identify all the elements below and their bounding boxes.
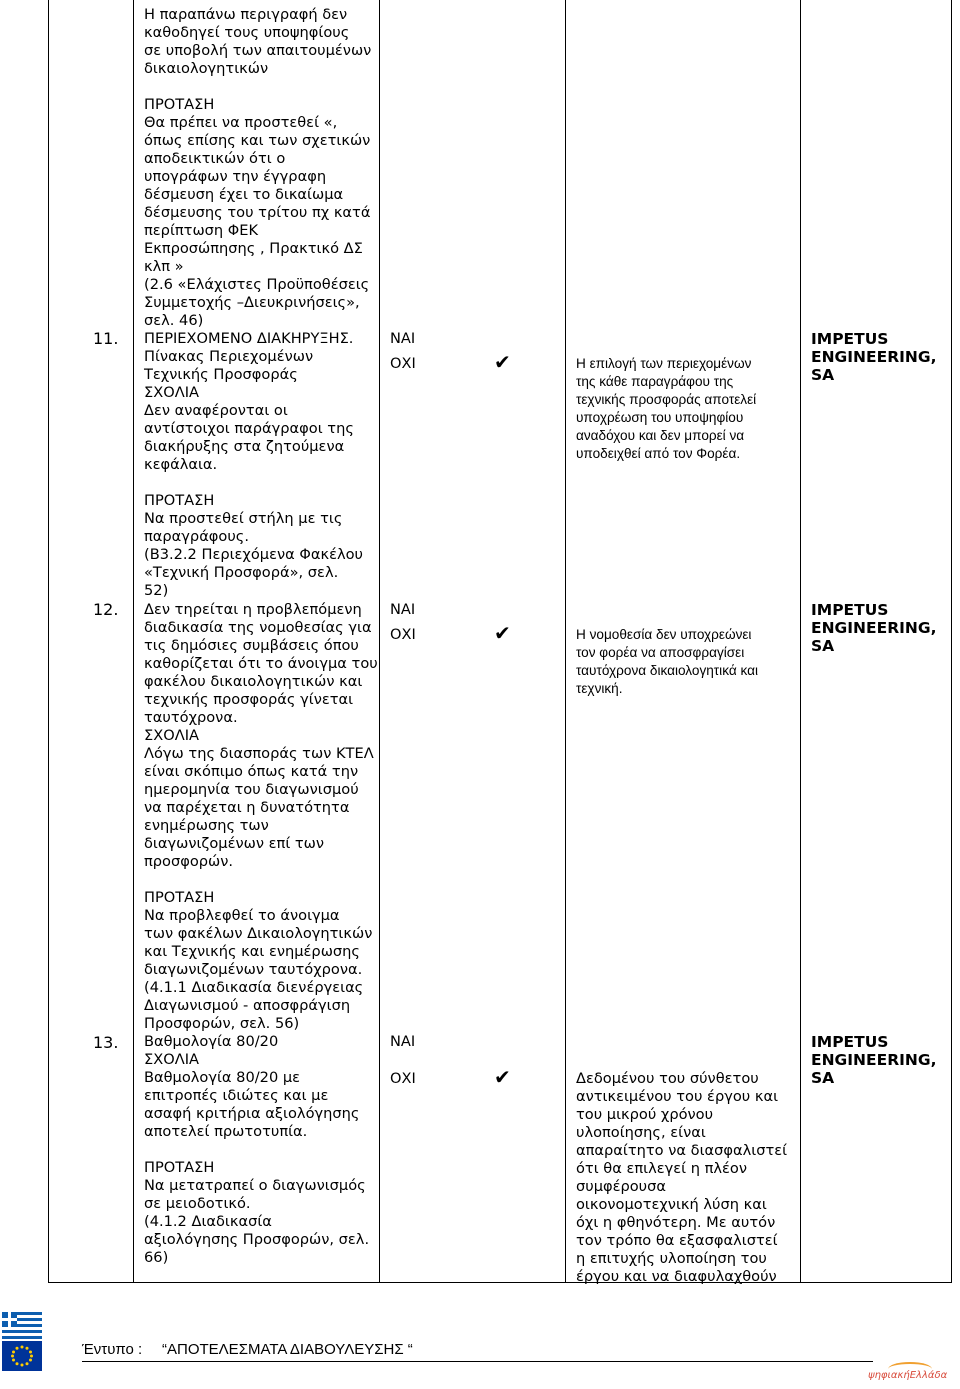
text-line: σε μειοδοτικό. bbox=[144, 1195, 251, 1212]
text-line: ΠΡΟΤΑΣΗ bbox=[144, 889, 215, 906]
text-line: περίπτωση ΦΕΚ bbox=[144, 222, 259, 239]
text-line: Βαθμολογία 80/20 με bbox=[144, 1069, 301, 1086]
text-line bbox=[144, 1141, 369, 1159]
text-line: της κάθε παραγράφου της bbox=[576, 374, 734, 389]
checkmark-icon: ✔ bbox=[494, 621, 511, 645]
column-divider-1 bbox=[133, 0, 134, 1283]
text-line: όχι η φθηνότερη. Με αυτόν bbox=[576, 1214, 776, 1231]
text-line: Η νομοθεσία δεν υποχρεώνει bbox=[576, 627, 752, 642]
text-line: παραγράφους. bbox=[144, 528, 250, 545]
text-line: Λόγω της διασποράς των ΚΤΕΛ bbox=[144, 745, 374, 762]
text-line: έργου και να διαφυλαχθούν bbox=[576, 1268, 777, 1285]
yes-option: ΝΑΙ bbox=[390, 330, 416, 347]
text-line: ENGINEERING, bbox=[811, 348, 937, 366]
text-line: δέσμευσης του τρίτου πχ κατά bbox=[144, 204, 371, 221]
text-line: υποδειχθεί από τον Φορέα. bbox=[576, 446, 741, 461]
text-line: ΠΡΟΤΑΣΗ bbox=[144, 492, 215, 509]
text-line: καθοδηγεί τους υποψηφίους bbox=[144, 24, 350, 41]
text-line: αποδεικτικών ότι ο bbox=[144, 150, 286, 167]
text-line: ΠΕΡΙΕΧΟΜΕΝΟ ΔΙΑΚΗΡΥΞΗΣ. bbox=[144, 330, 354, 347]
text-line: τον φορέα να αποσφραγίσει bbox=[576, 645, 745, 660]
text-line: Βαθμολογία 80/20 bbox=[144, 1033, 279, 1050]
text-line: SA bbox=[811, 637, 835, 655]
text-line: ENGINEERING, bbox=[811, 1051, 937, 1069]
row-11-response bbox=[576, 355, 756, 463]
text-line: ότι θα επιλεγεί η πλέον bbox=[576, 1160, 747, 1177]
row-13-response bbox=[576, 1070, 787, 1286]
text-line: IMPETUS bbox=[811, 601, 889, 619]
text-line: δικαιολογητικών bbox=[144, 60, 269, 77]
text-line: δέσμευση έχει το δικαίωμα bbox=[144, 186, 344, 203]
text-line: διαγωνιζομένων ταυτόχρονα. bbox=[144, 961, 363, 978]
text-line: κλπ » bbox=[144, 258, 184, 275]
text-line: Δεν αναφέρονται οι bbox=[144, 402, 288, 419]
table-border-bottom bbox=[48, 1282, 952, 1283]
text-line: αναδόχου και δεν μπορεί να bbox=[576, 428, 745, 443]
company-name bbox=[811, 330, 936, 384]
text-line bbox=[144, 871, 378, 889]
text-line: υπογράφων την έγγραφη bbox=[144, 168, 327, 185]
no-option: ΟΧΙ bbox=[390, 355, 416, 372]
text-line: Να προβλεφθεί το άνοιγμα bbox=[144, 907, 340, 924]
text-line: τον τρόπο θα εξασφαλιστεί bbox=[576, 1232, 778, 1249]
text-line: Η παραπάνω περιγραφή δεν bbox=[144, 6, 348, 23]
column-divider-4 bbox=[800, 0, 801, 1283]
text-line: «Τεχνική Προσφορά», σελ. bbox=[144, 564, 339, 581]
column-divider-2 bbox=[379, 0, 380, 1283]
text-line: (4.1.1 Διαδικασία διενέργειας bbox=[144, 979, 364, 996]
row-10-description bbox=[144, 6, 371, 330]
text-line: Πίνακας Περιεχομένων bbox=[144, 348, 314, 365]
table-border-left bbox=[48, 0, 49, 1283]
greek-flag-icon bbox=[2, 1312, 42, 1339]
text-line: Προσφορών, σελ. 56) bbox=[144, 1015, 300, 1032]
text-line: SA bbox=[811, 1069, 835, 1087]
text-line: Διαγωνισμού - αποσφράγιση bbox=[144, 997, 351, 1014]
row-number: 11. bbox=[93, 329, 119, 348]
text-line: των φακέλων Δικαιολογητικών bbox=[144, 925, 373, 942]
no-option: ΟΧΙ bbox=[390, 1070, 416, 1087]
company-name bbox=[811, 1033, 936, 1087]
text-line: όπως επίσης και των σχετικών bbox=[144, 132, 371, 149]
text-line: Να προστεθεί στήλη με τις bbox=[144, 510, 343, 527]
text-line: 52) bbox=[144, 582, 169, 599]
eu-flag-icon bbox=[2, 1341, 42, 1371]
footer-divider bbox=[82, 1361, 873, 1362]
checkmark-icon: ✔ bbox=[494, 1065, 511, 1089]
text-line: Τεχνικής Προσφοράς bbox=[144, 366, 298, 383]
text-line: ΠΡΟΤΑΣΗ bbox=[144, 96, 215, 113]
row-12-description bbox=[144, 601, 378, 1033]
text-line: Εκπροσώπησης , Πρακτικό ΔΣ bbox=[144, 240, 363, 257]
text-line: συμφέρουσα bbox=[576, 1178, 666, 1195]
text-line: τις δημόσιες συμβάσεις όπου bbox=[144, 637, 359, 654]
text-line: (Β3.2.2 Περιεχόμενα Φακέλου bbox=[144, 546, 363, 563]
text-line: φακέλου δικαιολογητικών και bbox=[144, 673, 363, 690]
text-line: Θα πρέπει να προστεθεί «, bbox=[144, 114, 338, 131]
text-line: Συμμετοχής –Διευκρινήσεις», bbox=[144, 294, 360, 311]
text-line: ημερομηνία του διαγωνισμού bbox=[144, 781, 359, 798]
text-line: αντίστοιχοι παράγραφοι της bbox=[144, 420, 354, 437]
text-line: καθορίζεται ότι το άνοιγμα του bbox=[144, 655, 378, 672]
row-12-response bbox=[576, 626, 758, 698]
row-number: 13. bbox=[93, 1033, 119, 1052]
column-divider-3 bbox=[565, 0, 566, 1283]
text-line: ΠΡΟΤΑΣΗ bbox=[144, 1159, 215, 1176]
text-line: απαραίτητο να διασφαλιστεί bbox=[576, 1142, 788, 1159]
text-line: αξιολόγησης Προσφορών, σελ. bbox=[144, 1231, 370, 1248]
text-line: προσφορών. bbox=[144, 853, 234, 870]
company-name bbox=[811, 601, 936, 655]
text-line: αποτελεί πρωτοτυπία. bbox=[144, 1123, 308, 1140]
text-line: ENGINEERING, bbox=[811, 619, 937, 637]
no-option: ΟΧΙ bbox=[390, 626, 416, 643]
text-line: επιτροπές ιδιώτες και με bbox=[144, 1087, 329, 1104]
text-line: ενημέρωσης των bbox=[144, 817, 269, 834]
text-line: τεχνικής προσφοράς αποτελεί bbox=[576, 392, 757, 407]
text-line: σε υποβολή των απαιτουμένων bbox=[144, 42, 372, 59]
text-line: υλοποίησης, είναι bbox=[576, 1124, 706, 1141]
form-title: “ΑΠΟΤΕΛΕΣΜΑΤΑ ΔΙΑΒΟΥΛΕΥΣΗΣ “ bbox=[162, 1341, 413, 1358]
text-line: διαγωνιζομένων επί των bbox=[144, 835, 325, 852]
text-line: κεφάλαια. bbox=[144, 456, 218, 473]
text-line: τεχνική. bbox=[576, 681, 623, 696]
text-line: ΣΧΟΛΙΑ bbox=[144, 727, 199, 744]
text-line: Δεδομένου του σύνθετου bbox=[576, 1070, 759, 1087]
text-line: διακήρυξης στα ζητούμενα bbox=[144, 438, 345, 455]
text-line: Δεν τηρείται η προβλεπόμενη bbox=[144, 601, 362, 618]
text-line: ταυτόχρονα δικαιολογητικά και bbox=[576, 663, 758, 678]
text-line: και Τεχνικής και ενημέρωσης bbox=[144, 943, 360, 960]
text-line: ασαφή κριτήρια αξιολόγησης bbox=[144, 1105, 360, 1122]
checkmark-icon: ✔ bbox=[494, 350, 511, 374]
logo-text: ψηφιακήΕλλάδα bbox=[868, 1370, 948, 1381]
text-line: (4.1.2 Διαδικασία bbox=[144, 1213, 272, 1230]
text-line: ΣΧΟΛΙΑ bbox=[144, 1051, 199, 1068]
text-line bbox=[144, 474, 363, 492]
text-line: (2.6 «Ελάχιστες Προϋποθέσεις bbox=[144, 276, 370, 293]
table-border-right bbox=[951, 0, 952, 1283]
text-line: 66) bbox=[144, 1249, 169, 1266]
text-line: SA bbox=[811, 366, 835, 384]
text-line: τεχνικής προσφοράς γίνεται bbox=[144, 691, 354, 708]
text-line: ταυτόχρονα. bbox=[144, 709, 238, 726]
row-11-description bbox=[144, 330, 363, 600]
text-line: η επιτυχής υλοποίηση του bbox=[576, 1250, 767, 1267]
text-line: ΣΧΟΛΙΑ bbox=[144, 384, 199, 401]
row-13-description bbox=[144, 1033, 369, 1267]
text-line bbox=[144, 78, 371, 96]
yes-option: ΝΑΙ bbox=[390, 601, 416, 618]
text-line: Η επιλογή των περιεχομένων bbox=[576, 356, 752, 371]
row-number: 12. bbox=[93, 600, 119, 619]
text-line: να παρέχεται η δυνατότητα bbox=[144, 799, 350, 816]
form-label: Έντυπο : bbox=[82, 1341, 143, 1358]
yes-option: ΝΑΙ bbox=[390, 1033, 416, 1050]
text-line: IMPETUS bbox=[811, 330, 889, 348]
text-line: Να μετατραπεί ο διαγωνισμός bbox=[144, 1177, 366, 1194]
text-line: είναι σκόπιμο όπως κατά την bbox=[144, 763, 359, 780]
text-line: σελ. 46) bbox=[144, 312, 204, 329]
text-line: IMPETUS bbox=[811, 1033, 889, 1051]
text-line: υποχρέωση του υποψηφίου bbox=[576, 410, 744, 425]
text-line: οικονομοτεχνική λύση και bbox=[576, 1196, 767, 1213]
text-line: αντικειμένου του έργου και bbox=[576, 1088, 779, 1105]
text-line: διαδικασία της νομοθεσίας για bbox=[144, 619, 372, 636]
text-line: του μικρού χρόνου bbox=[576, 1106, 714, 1123]
